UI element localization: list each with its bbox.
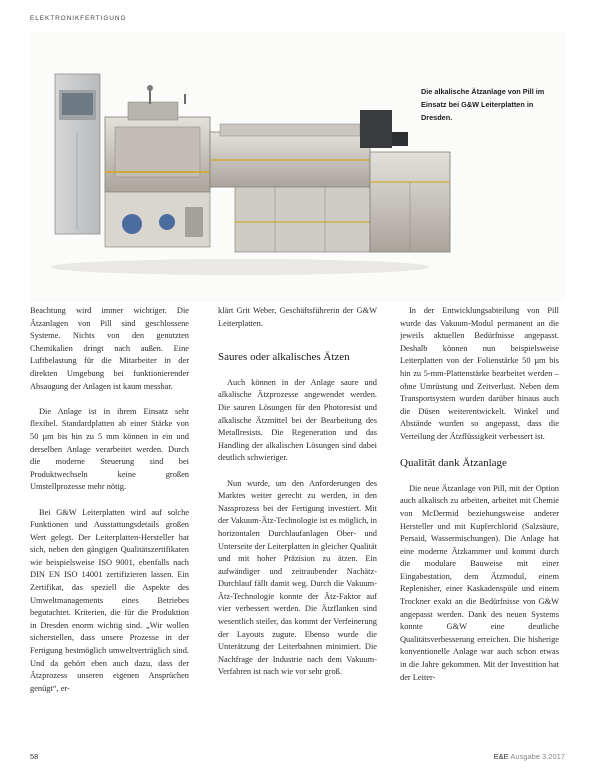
paragraph: Die Anlage ist in ihrem Einsatz sehr flexibel. Standardplatten ab einer Stärke von 50 µm bis hin zu 5 mm können in ein und derselben Anlage verarbeitet werden. Durch die moderne Steuerung sind bei Produktwechseln keine großen Umstellprozesse mehr nötig. [30, 406, 189, 492]
magazine-name: E&E [493, 752, 509, 761]
machine-photo [30, 32, 565, 302]
page-number: 58 [30, 752, 39, 761]
paragraph: Beachtung wird immer wichtiger. Die Ätzanlagen von Pill sind geschlossene Systeme. Nichts von den genutzten Chemikalien dringt nach außen. Eine Luftbelastung für die Mitarbeiter in der direkten Umgebung bei funktionierender Absaugung der Anlagen ist kaum messbar. [30, 306, 189, 391]
paragraph: In der Entwicklungsabteilung von Pill wurde das Vakuum-Modul permanent an die jeweils aktuellen Bedürfnisse angepasst. Deshalb können nun beispielsweise Leiterplatten von der Folienstärke 50 µm bis hin zu 5-mm-Plattenstärke bearbeitet werden – ohne Umrüstung und Zeitverlust. Neben dem Transportsystem wurden darüber hinaus auch die Düsen weiterentwickelt. Winkel und Abstände wurden so angepasst, dass die Verteilung der Ätzflüssigkeit verbessert ist. [400, 306, 559, 441]
section-heading: Saures oder alkalisches Ätzen [218, 351, 350, 364]
page-footer [30, 752, 565, 764]
magazine-issue [494, 752, 565, 761]
paragraph: Auch können in der Anlage saure und alkalische Ätzprozesse angewendet werden. Die sauren Lösungen für den Photoresist und alkalische Ätzmittel bei der Bearbeitung des Metallresists. Die Regeneration und das Handling der alkalischen Lösungen sind dabei deutlich schwieriger. [218, 377, 377, 463]
text-column-3 [400, 305, 559, 745]
text-column-1 [30, 305, 189, 745]
paragraph: Bei G&W Leiterplatten wird auf solche Funktionen und Ausstattungsdetails großen Wert gelegt. Der Leiterplatten-Hersteller hat sich, neben den gängigen Qualitätszertifikaten wie beispielsweise ISO 9001, ebenfalls nach DIN EN ISO 14001 zertifizieren lassen. Ein Zertifikat, das speziell die Aspekte des Umweltmanagements eines Betriebes begutachtet. Kriterien, die für die Produktion in Dresden enorm wichtig sind. „Wir wollen sicherstellen, dass unsere Prozesse in der Fertigung bestmöglich umweltverträglich sind. Und da gehört eben auch dazu, dass der Ätzprozess unseren eigenen Ansprüchen genügt“, er- [30, 507, 189, 693]
paragraph: Die neue Ätzanlage von Pill, mit der Option auch alkalisch zu arbeiten, arbeitet mit Chemie von McDermid beziehungsweise anderer Hersteller und mit Kupferchlorid (Salzsäure, Persaid, Wassermischungen). Die Anlage hat eine moderne Ätzkammer und kommt durch die modulare Bauweise mit einer Eingabestation, dem Ätzmodul, einem Replenisher, einer Kaskadenspüle und einem Trockner exakt an die Bedürfnisse von G&W angepasst werden. Dank des neuen Systems konnte G&W eine deutliche Qualitätsverbesserung erreichen. Die bisherige konventionelle Anlage war auch schon etwas in die Jahre gekommen. Mit der Investition hat der Leiter- [400, 483, 559, 682]
paragraph: Nun wurde, um den Anforderungen des Marktes weiter gerecht zu werden, in den Nassprozess bei der Fertigung investiert. Mit der Vakuum-Ätz-Technologie ist es möglich, in horizontalen Durchlaufanlagen Ober- und Unterseite der Leiterplatten in gleicher Qualität und mit hoher Präzision zu ätzen. Ein aufwändiger und zeitraubender Nachätz-Durchlauf fällt damit weg. Durch die Vakuum-Ätz-Technologie konnte der Ätz-Faktor auf vier verbessert werden. Die Ätzflanken sind wesentlich steiler, das kommt der Verfeinerung der Layouts zugute. Ebenso wurde die Unterätzung der Leiterbahnen minimiert. Die Nachfrage der Industrie nach dem Vakuum-Verfahren ist nach wie vor sehr groß. [218, 478, 377, 677]
paragraph: klärt Grit Weber, Geschäftsführerin der G&W Leiterplatten. [218, 306, 377, 328]
section-label: ELEKTRONIKFERTIGUNG [30, 15, 127, 22]
issue-label: Ausgabe 3.2017 [510, 752, 565, 761]
photo-caption: Die alkalische Ätzanlage von Pill im Einsatz bei G&W Leiterplatten in Dresden. [421, 87, 545, 122]
text-column-2 [218, 305, 377, 745]
section-heading: Qualität dank Ätzanlage [400, 457, 507, 470]
